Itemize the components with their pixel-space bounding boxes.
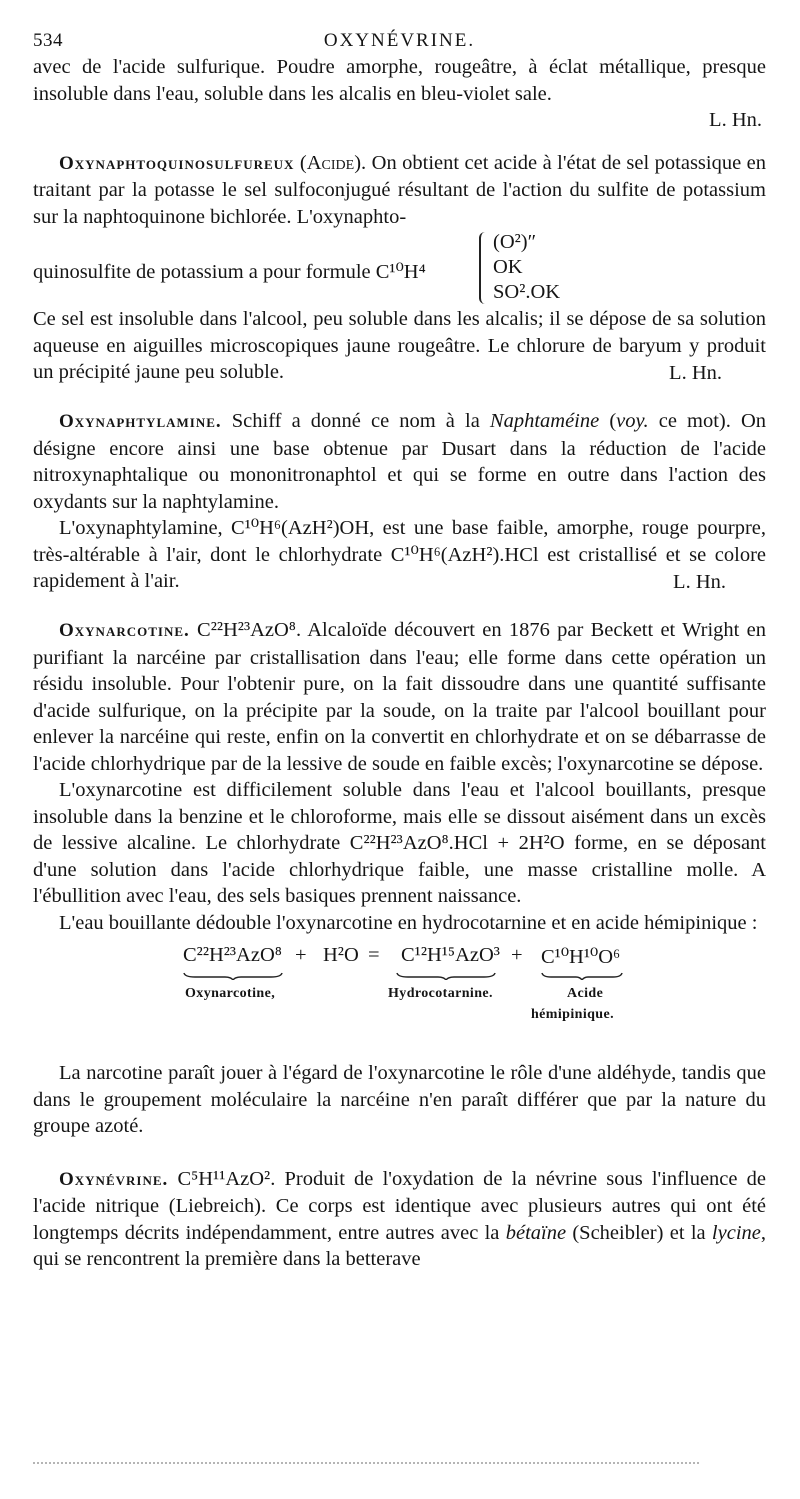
- equation-label: hémipinique.: [531, 1007, 614, 1022]
- entry-headword: Oxynaphtoquinosulfureux: [59, 152, 295, 174]
- radical-item: (O²)″: [493, 231, 537, 253]
- entry-formula: C²²H²³AzO⁸.: [197, 619, 302, 641]
- equation-operator: +: [511, 944, 523, 966]
- cross-reference: lycine: [711, 1221, 761, 1244]
- equation-row: [33, 944, 766, 970]
- entry-paragraph: Oxynaphtylamine. Schiff a donné ce nom à la Naphtaméine (voy. ce mot). On désigne encore ainsi une base obtenue par Dusart dans la réduction de l'acide nitroxynaphtalique ou mononitronaphtol et qui se forme en outre dans l'action des oxydants sur la naphtylamine.: [33, 410, 767, 513]
- formula-lead: quinosulfite de potassium a pour formule C¹⁰H⁴: [33, 261, 426, 283]
- cross-reference: Naphtaméine: [489, 410, 600, 432]
- entry-headword: Oxynaphtylamine.: [59, 411, 222, 432]
- running-title: OXYNÉVRINE.: [323, 30, 476, 51]
- entry-headword: Oxynarcotine.: [59, 620, 190, 641]
- equation-term: H²O: [323, 944, 359, 966]
- entry-oxynarcotine: [33, 617, 766, 1140]
- page: [33, 30, 766, 1273]
- page-number: 534: [33, 30, 63, 51]
- entry-paragraph: L'eau bouillante dédouble l'oxynarcotine en hydrocotarnine et en acide hémipinique :: [59, 911, 758, 934]
- entry-body: Ce sel est insoluble dans l'alcool, peu soluble dans les alcalis; il se dépose de sa solution aqueuse en aiguilles microscopiques jaune rougeâtre. Le chlorure de baryum y produit un précipité jaune peu soluble.: [33, 308, 766, 383]
- intro-signature: L. Hn.: [709, 109, 762, 131]
- entry-signature: L. Hn.: [673, 570, 726, 593]
- underbrace: [396, 972, 496, 980]
- equation-term: C¹²H¹⁵AzO³: [401, 944, 500, 966]
- entry-oxynaphtylamine: [33, 408, 766, 595]
- page-header: [33, 30, 766, 54]
- radical-item: OK: [493, 256, 523, 278]
- entry-body: On obtient cet acide à l'état de sel potassique en traitant par la potasse le sel sulfoconjugué résultant de l'action du sulfite de potassium sur la naphtoquinone bichlorée. L'oxynaphto-: [33, 151, 767, 228]
- equation-term: C²²H²³AzO⁸: [183, 944, 282, 966]
- underbrace: [183, 972, 283, 980]
- footer-dotted-rule: [33, 1462, 699, 1464]
- voy-reference: voy.: [616, 410, 649, 432]
- cross-reference: bétaïne: [505, 1221, 567, 1244]
- brace-bracket: [479, 232, 491, 304]
- entry-qualifier: (Acide).: [299, 151, 367, 174]
- equation-operator: +: [295, 944, 307, 966]
- entry-paragraph: L'oxynaphtylamine, C¹⁰H⁶(AzH²)OH, est une base faible, amorphe, rouge pourpre, très-altérable à l'air, dont le chlorhydrate C¹⁰H⁶(AzH²).HCl est cristallisé et se colore rapidement à l'air.: [33, 517, 766, 592]
- equation-label: Hydrocotarnine.: [388, 986, 493, 1001]
- entry-paragraph: L'oxynarcotine est difficilement soluble dans l'eau et l'alcool bouillants, presque insoluble dans la benzine et le chloroforme, mais elle se dissout aisément dans un excès de lessive alcaline. Le chlorhydrate C²²H²³AzO⁸.HCl + 2H²O forme, en se déposant d'une solution dans l'acide chlorhydrique faible, une masse cristalline molle. A l'ébullition avec l'eau, des sels basiques prennent naissance.: [33, 779, 766, 907]
- entry-body: Alcaloïde découvert en 1876 par Beckett et Wright en purifiant la narcéine par cristallisation dans l'eau; elle forme dans cette opération un résidu insoluble. Pour l'obtenir pure, on la fait dissoudre dans une quantité suffisante d'acide sulfurique, on la précipite par la soude, on la traite par l'alcool bouillant pour enlever la narcéine qui reste, enfin on la convertit en chlorhydrate et on se débarrasse de l'acide chlorhydrique par de la lessive de soude en faible excès; l'oxynarcotine se dépose.: [33, 619, 766, 775]
- radical-list: [493, 230, 560, 305]
- radical-item: SO².OK: [493, 281, 561, 303]
- intro-paragraph: avec de l'acide sulfurique. Poudre amorphe, rougeâtre, à éclat métallique, presque insoluble dans l'eau, soluble dans les alcalis en bleu-violet sale.: [33, 56, 766, 105]
- entry-signature: L. Hn.: [669, 361, 722, 384]
- equation-term: C¹⁰H¹⁰O⁶: [541, 946, 621, 968]
- entry-paragraph: La narcotine paraît jouer à l'égard de l'oxynarcotine le rôle d'une aldéhyde, tandis que dans le groupement moléculaire la narcéine n'en paraît différer que par la nature du groupe azoté.: [33, 1062, 766, 1137]
- entry-paragraph: [33, 150, 766, 231]
- entry-oxynaphtoquinosulfureux: [33, 150, 766, 387]
- entry-headword: Oxynévrine.: [59, 1168, 169, 1190]
- equation-operator: =: [368, 944, 380, 966]
- entry-paragraph: [33, 617, 766, 777]
- equation-label: Acide: [567, 986, 604, 1001]
- entry-paragraph: Oxynévrine. C⁵H¹¹AzO². Produit de l'oxydation de la névrine sous l'influence de l'acide nitrique (Liebreich). Ce corps est identique avec plusieurs autres qui ont été longtemps décrits indépendamment, entre autres avec la bétaïne (Scheibler) et la lycine, qui se rencontrent la première dans la betterave: [33, 1167, 767, 1270]
- underbrace: [541, 972, 623, 980]
- entry-formula: C⁵H¹¹AzO².: [177, 1167, 276, 1190]
- radical-formula: [33, 230, 766, 306]
- entry-oxynevrine: [33, 1166, 766, 1273]
- reaction-equation: [33, 944, 766, 1046]
- equation-label: Oxynarcotine,: [185, 986, 276, 1001]
